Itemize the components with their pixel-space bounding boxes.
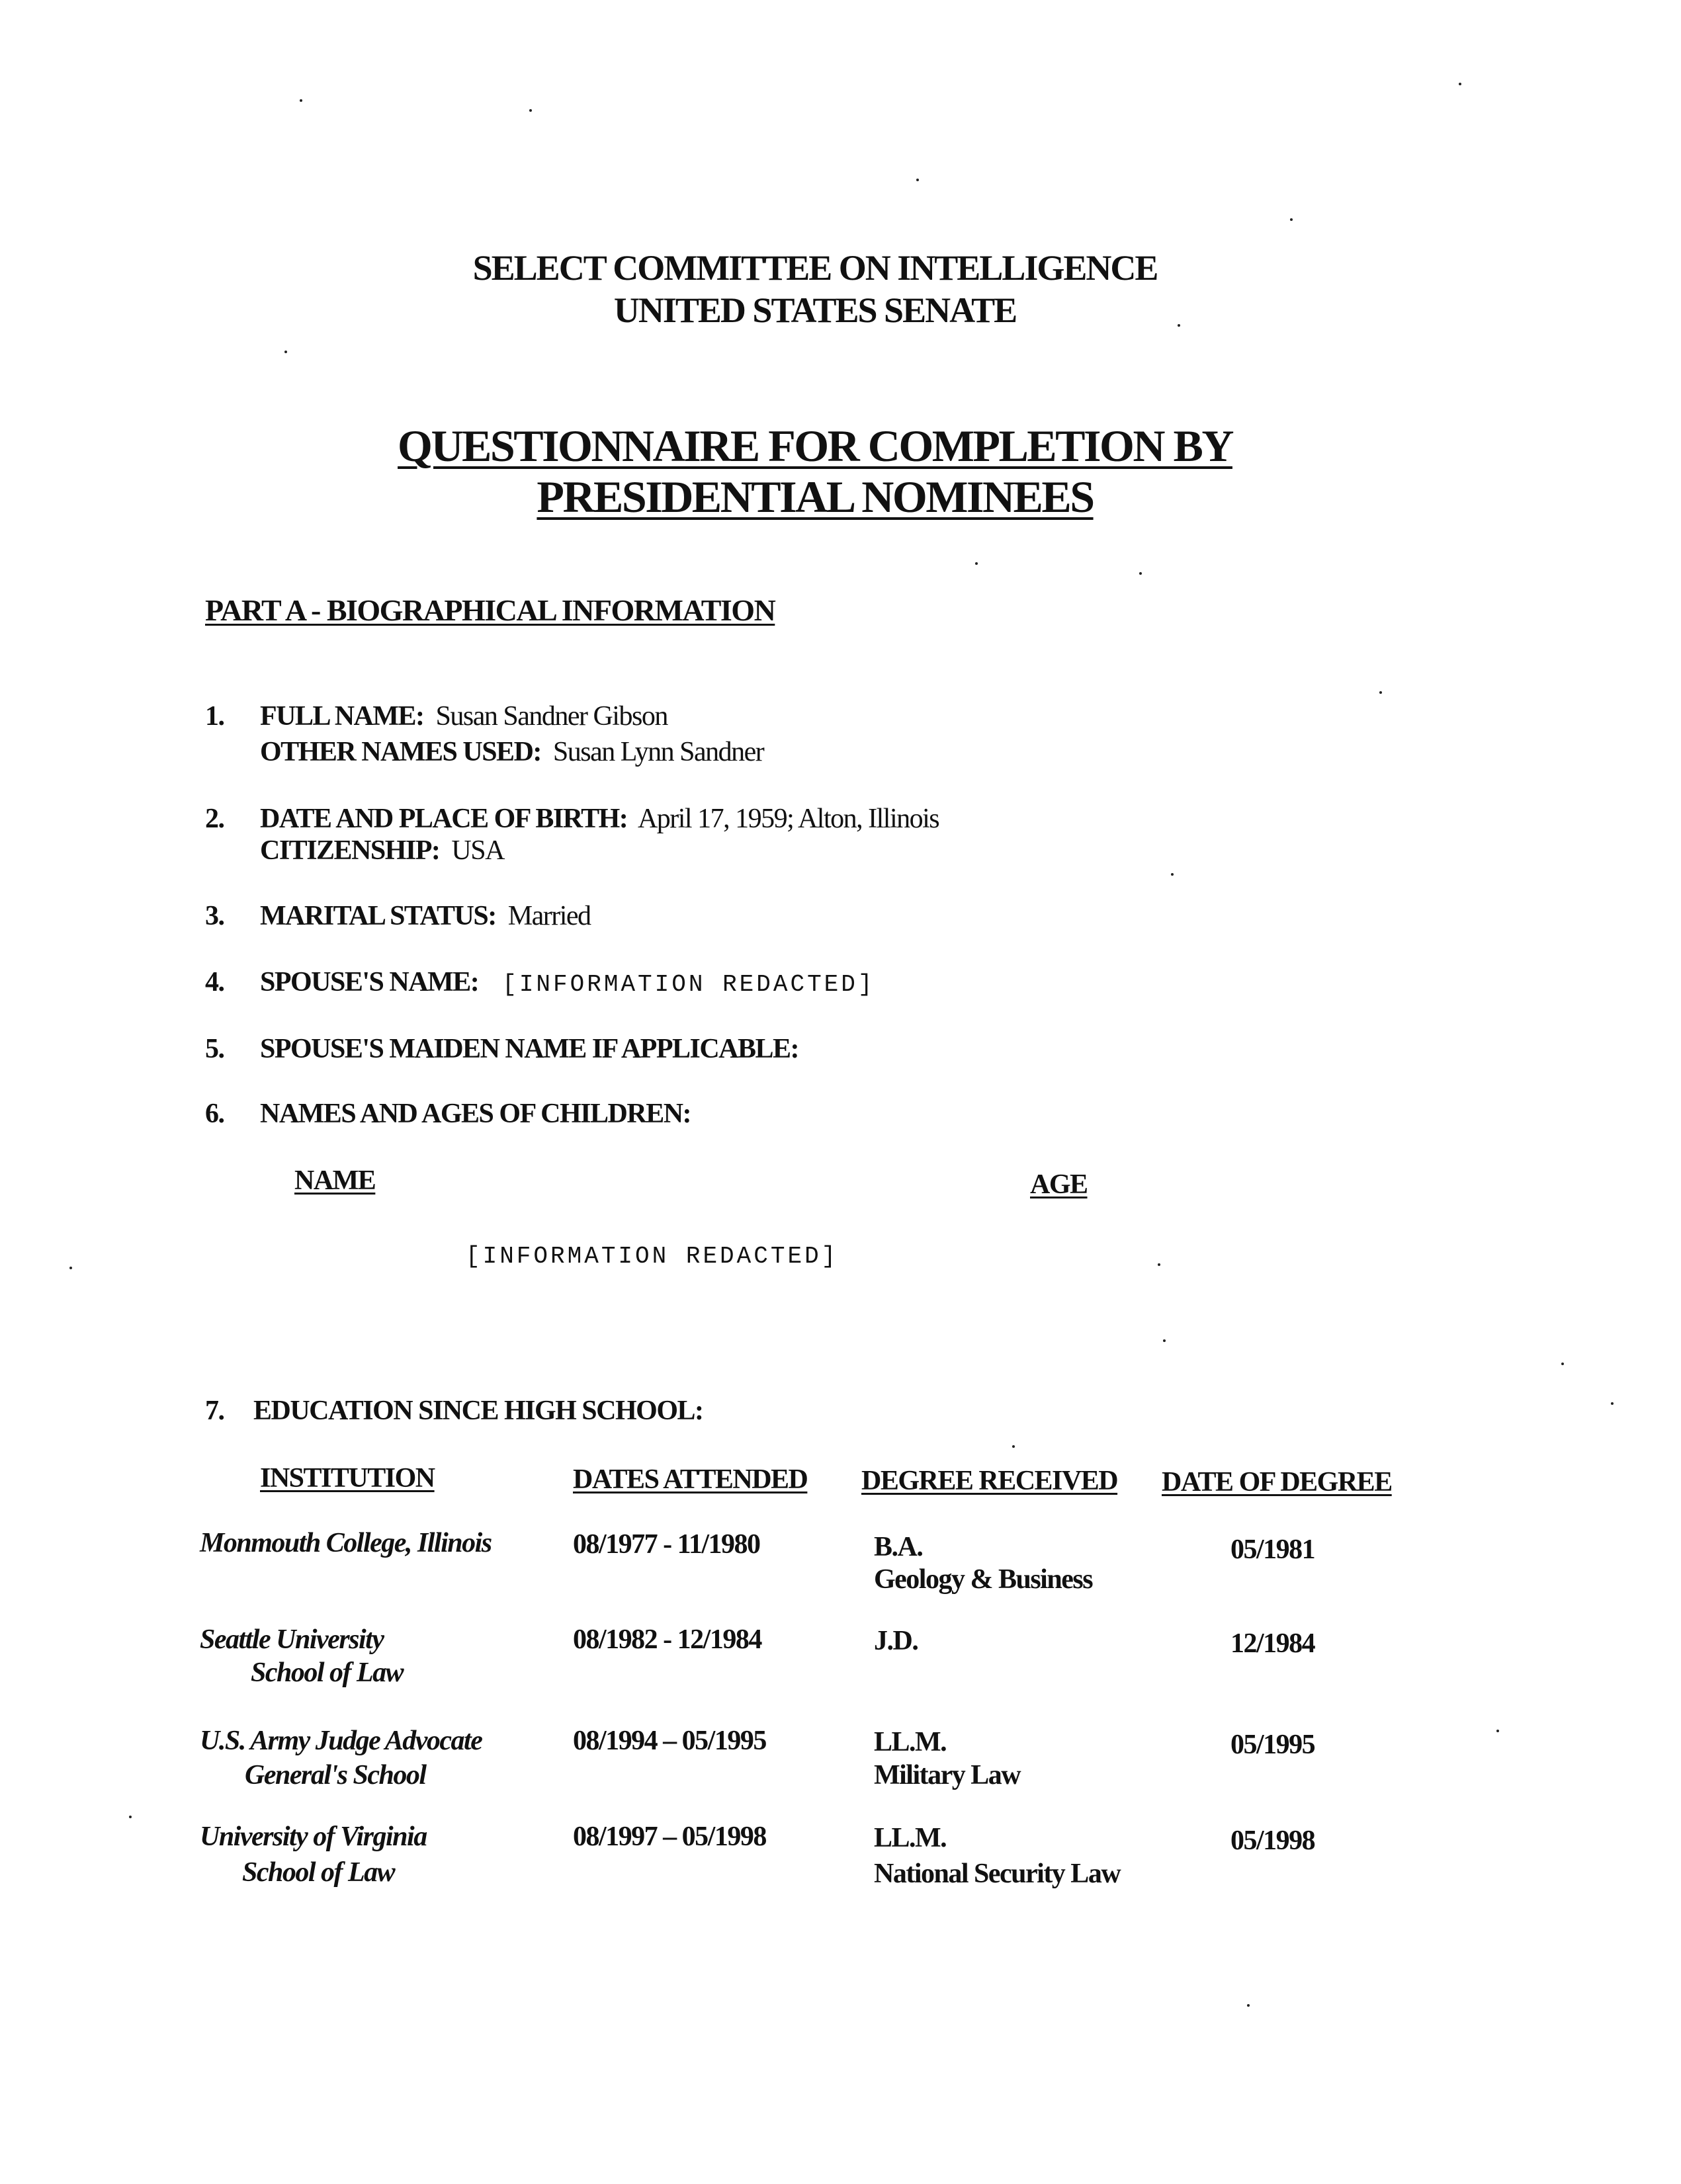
- degree: J.D.: [874, 1626, 918, 1656]
- header-degree-received: DEGREE RECEIVED: [861, 1466, 1118, 1496]
- degree: LL.M.: [874, 1823, 947, 1853]
- children-redacted: [INFORMATION REDACTED]: [466, 1243, 839, 1270]
- children-age-header: AGE: [1030, 1169, 1088, 1200]
- item-number: 5.: [205, 1034, 224, 1064]
- item-number: 6.: [205, 1099, 224, 1129]
- other-names-label: OTHER NAMES USED:: [260, 737, 541, 767]
- citizenship-label: CITIZENSHIP:: [260, 835, 440, 866]
- header-dates-attended: DATES ATTENDED: [573, 1464, 808, 1495]
- committee-name: SELECT COMMITTEE ON INTELLIGENCE: [472, 248, 1158, 288]
- maiden-name-label: SPOUSE'S MAIDEN NAME IF APPLICABLE:: [260, 1034, 799, 1064]
- institution: Seattle University: [200, 1624, 384, 1655]
- spouse-label: SPOUSE'S NAME:: [260, 967, 479, 997]
- dates-attended: 08/1977 - 11/1980: [573, 1529, 760, 1560]
- item-number: 7.: [205, 1396, 224, 1426]
- children-label: NAMES AND AGES OF CHILDREN:: [260, 1099, 691, 1129]
- institution: Monmouth College, Illinois: [200, 1528, 492, 1558]
- children-name-header: NAME: [294, 1165, 376, 1196]
- institution: U.S. Army Judge Advocate: [200, 1726, 482, 1756]
- header-date-of-degree: DATE OF DEGREE: [1162, 1467, 1392, 1497]
- degree: B.A.: [874, 1532, 923, 1562]
- other-names-value: Susan Lynn Sandner: [552, 737, 764, 767]
- header-institution: INSTITUTION: [260, 1463, 435, 1493]
- item-number: 4.: [205, 967, 224, 997]
- item-number: 2.: [205, 804, 224, 834]
- full-name-value: Susan Sandner Gibson: [435, 701, 668, 732]
- item-number: 3.: [205, 901, 224, 931]
- senate-name: UNITED STATES SENATE: [613, 290, 1017, 330]
- dates-attended: 08/1997 – 05/1998: [573, 1822, 766, 1852]
- marital-value: Married: [507, 901, 591, 931]
- marital-label: MARITAL STATUS:: [260, 901, 496, 931]
- date-of-degree: 12/1984: [1230, 1628, 1315, 1659]
- date-of-degree: 05/1995: [1230, 1730, 1315, 1760]
- institution-line2: General's School: [245, 1760, 426, 1790]
- citizenship-value: USA: [451, 835, 504, 866]
- degree-field: Geology & Business: [874, 1564, 1093, 1595]
- institution-line2: School of Law: [251, 1658, 404, 1688]
- date-of-degree: 05/1998: [1230, 1826, 1315, 1856]
- dates-attended: 08/1982 - 12/1984: [573, 1624, 761, 1655]
- degree-field: National Security Law: [874, 1859, 1121, 1889]
- full-name-label: FULL NAME:: [260, 701, 424, 732]
- birth-label: DATE AND PLACE OF BIRTH:: [260, 804, 628, 834]
- institution: University of Virginia: [200, 1822, 427, 1852]
- date-of-degree: 05/1981: [1230, 1534, 1315, 1565]
- item-number: 1.: [205, 701, 224, 732]
- degree-field: Military Law: [874, 1760, 1021, 1790]
- dates-attended: 08/1994 – 05/1995: [573, 1726, 766, 1756]
- education-label: EDUCATION SINCE HIGH SCHOOL:: [253, 1396, 703, 1426]
- document-title-line2: PRESIDENTIAL NOMINEES: [537, 472, 1094, 522]
- birth-value: April 17, 1959; Alton, Illinois: [637, 804, 939, 834]
- spouse-redacted: [INFORMATION REDACTED]: [502, 971, 875, 998]
- institution-line2: School of Law: [242, 1857, 395, 1888]
- degree: LL.M.: [874, 1727, 947, 1757]
- part-heading: PART A - BIOGRAPHICAL INFORMATION: [205, 593, 775, 627]
- document-title-line1: QUESTIONNAIRE FOR COMPLETION BY: [398, 421, 1232, 471]
